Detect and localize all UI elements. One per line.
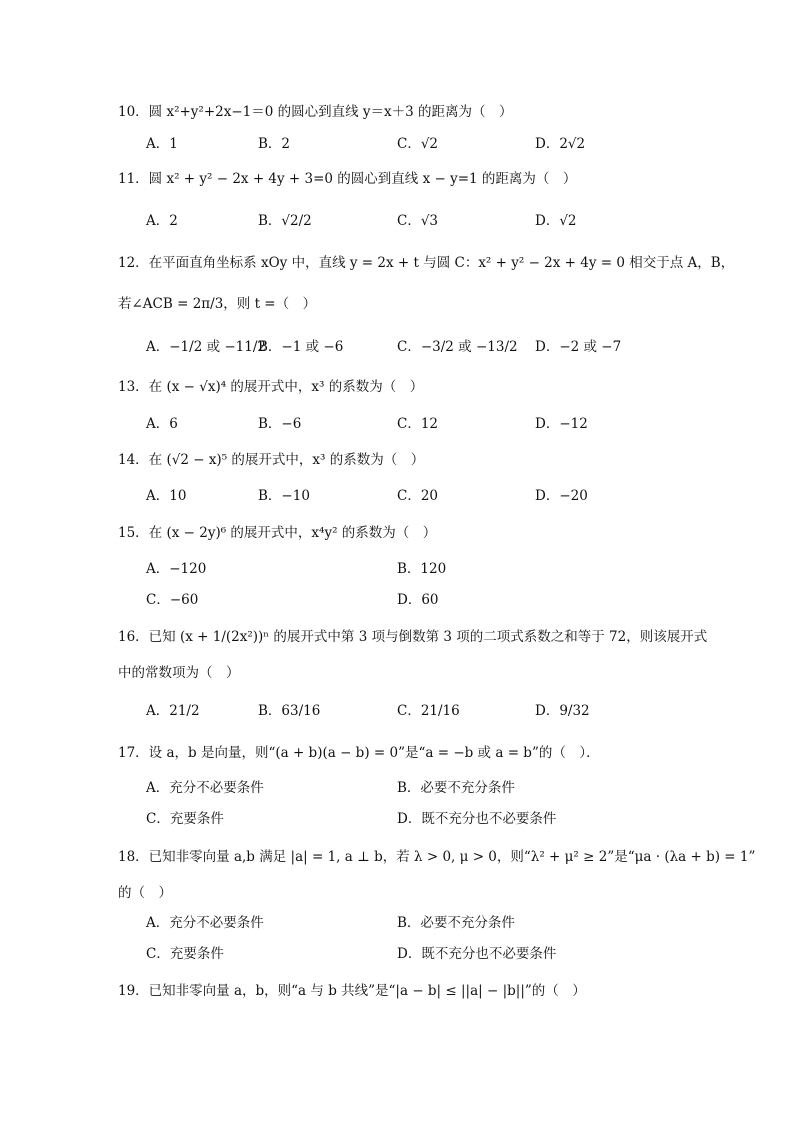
question-13-option-d[interactable]: D．−12 bbox=[535, 416, 588, 432]
question-11-option-d[interactable]: D．√2 bbox=[535, 213, 577, 229]
question-10-option-b[interactable]: B．2 bbox=[258, 136, 291, 152]
question-14-option-c[interactable]: C．20 bbox=[397, 488, 439, 504]
question-14-option-a[interactable]: A．10 bbox=[146, 488, 187, 504]
question-12-option-b[interactable]: B．−1 或 −6 bbox=[258, 339, 344, 355]
question-15-option-c[interactable]: C．−60 bbox=[146, 592, 199, 608]
question-13-option-b[interactable]: B．−6 bbox=[258, 416, 302, 432]
question-11-stem: 11．圆 x² + y² − 2x + 4y + 3=0 的圆心到直线 x − y=1 的距离为（ ） bbox=[118, 171, 577, 187]
question-16-option-b[interactable]: B．63/16 bbox=[258, 703, 321, 719]
question-12-stem-line2: 若∠ACB = 2π/3，则 t =（ ） bbox=[118, 296, 317, 312]
question-18-stem-line2: 的（ ） bbox=[118, 885, 172, 901]
question-15-option-b[interactable]: B．120 bbox=[397, 561, 447, 577]
question-12-stem: 12．在平面直角坐标系 xOy 中，直线 y = 2x + t 与圆 C：x² + y² − 2x + 4y = 0 相交于点 A，B， bbox=[118, 255, 735, 271]
question-15-stem: 15．在 (x − 2y)⁶ 的展开式中，x⁴y² 的系数为（ ） bbox=[118, 525, 437, 541]
question-18-stem: 18．已知非零向量 a,b 满足 |a| = 1, a ⊥ b，若 λ > 0, μ > 0，则“λ² + μ² ≥ 2”是“μa · (λa + b) = 1” bbox=[118, 849, 756, 865]
question-14-stem: 14．在 (√2 − x)⁵ 的展开式中，x³ 的系数为（ ） bbox=[118, 452, 425, 468]
question-17-stem: 17．设 a，b 是向量，则“(a + b)(a − b) = 0”是“a = −b 或 a = b”的（ ）． bbox=[118, 745, 600, 761]
question-16-stem-line2: 中的常数项为（ ） bbox=[118, 665, 240, 681]
question-17-option-b[interactable]: B．必要不充分条件 bbox=[397, 780, 515, 796]
question-17-option-c[interactable]: C．充要条件 bbox=[146, 811, 224, 827]
question-18-option-b[interactable]: B．必要不充分条件 bbox=[397, 915, 515, 931]
question-11-option-a[interactable]: A．2 bbox=[146, 213, 178, 229]
question-11-option-b[interactable]: B．√2/2 bbox=[258, 213, 312, 229]
question-10-option-d[interactable]: D．2√2 bbox=[535, 136, 586, 152]
question-17-option-a[interactable]: A．充分不必要条件 bbox=[146, 780, 264, 796]
question-10-option-c[interactable]: C．√2 bbox=[397, 136, 439, 152]
question-10-option-a[interactable]: A．1 bbox=[146, 136, 178, 152]
question-19-stem: 19．已知非零向量 a，b，则“a 与 b 共线”是“|a − b| ≤ ||a| − |b||”的（ ） bbox=[118, 983, 586, 999]
question-12-option-d[interactable]: D．−2 或 −7 bbox=[535, 339, 622, 355]
question-12-option-c[interactable]: C．−3/2 或 −13/2 bbox=[397, 339, 518, 355]
question-17-option-d[interactable]: D．既不充分也不必要条件 bbox=[397, 811, 557, 827]
question-18-option-c[interactable]: C．充要条件 bbox=[146, 946, 224, 962]
question-15-option-a[interactable]: A．−120 bbox=[146, 561, 207, 577]
question-16-option-a[interactable]: A．21/2 bbox=[146, 703, 200, 719]
question-16-stem: 16．已知 (x + 1/(2x²))ⁿ 的展开式中第 3 项与倒数第 3 项的二项式系数之和等于 72，则该展开式 bbox=[118, 629, 708, 645]
question-15-option-d[interactable]: D．60 bbox=[397, 592, 439, 608]
question-16-option-d[interactable]: D．9/32 bbox=[535, 703, 590, 719]
question-10-stem: 10．圆 x²+y²+2x−1＝0 的圆心到直线 y＝x＋3 的距离为（ ） bbox=[118, 104, 513, 120]
question-16-option-c[interactable]: C．21/16 bbox=[397, 703, 460, 719]
question-11-option-c[interactable]: C．√3 bbox=[397, 213, 439, 229]
question-14-option-b[interactable]: B．−10 bbox=[258, 488, 310, 504]
question-18-option-d[interactable]: D．既不充分也不必要条件 bbox=[397, 946, 557, 962]
question-13-stem: 13．在 (x − √x)⁴ 的展开式中，x³ 的系数为（ ） bbox=[118, 379, 424, 395]
question-14-option-d[interactable]: D．−20 bbox=[535, 488, 588, 504]
question-12-option-a[interactable]: A．−1/2 或 −11/2 bbox=[146, 339, 266, 355]
question-18-option-a[interactable]: A．充分不必要条件 bbox=[146, 915, 264, 931]
question-13-option-a[interactable]: A．6 bbox=[146, 416, 178, 432]
question-13-option-c[interactable]: C．12 bbox=[397, 416, 439, 432]
